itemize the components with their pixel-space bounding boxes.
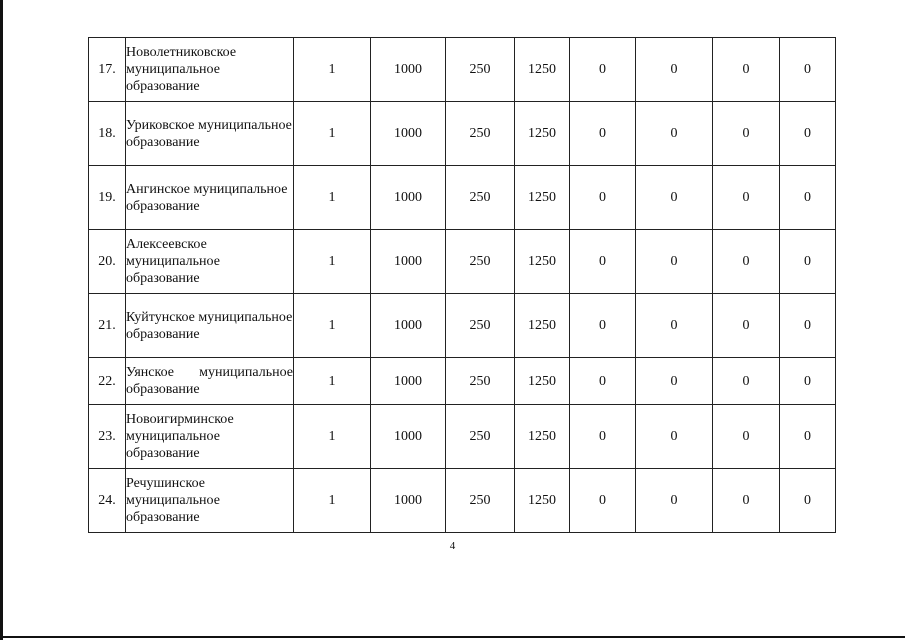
value-cell: 1000 [371,166,446,230]
row-number: 18. [89,102,126,166]
value-cell: 0 [713,166,780,230]
scan-edge-bottom [0,636,905,638]
value-cell: 1000 [371,358,446,405]
page-number: 4 [449,540,456,552]
value-cell: 0 [780,405,836,469]
value-cell: 0 [636,294,713,358]
value-cell: 0 [636,469,713,533]
value-cell: 1000 [371,102,446,166]
value-cell: 1000 [371,405,446,469]
value-cell: 0 [570,102,636,166]
value-cell: 1 [294,230,371,294]
value-cell: 0 [570,38,636,102]
value-cell: 1250 [515,102,570,166]
value-cell: 0 [780,230,836,294]
value-cell: 1250 [515,358,570,405]
value-cell: 0 [636,166,713,230]
table-row [89,230,836,294]
value-cell: 1 [294,405,371,469]
value-cell: 0 [713,38,780,102]
value-cell: 0 [780,102,836,166]
value-cell: 0 [780,358,836,405]
table-row [89,469,836,533]
value-cell: 1250 [515,469,570,533]
value-cell: 0 [713,358,780,405]
value-cell: 1 [294,166,371,230]
value-cell: 0 [713,469,780,533]
value-cell: 0 [713,294,780,358]
table-row [89,102,836,166]
value-cell: 0 [636,358,713,405]
municipality-name: Речушинское муниципальное образование [126,469,294,533]
value-cell: 0 [570,230,636,294]
municipality-name: Ангинское муниципальное образование [126,166,294,230]
value-cell: 0 [636,230,713,294]
value-cell: 0 [713,102,780,166]
row-number: 20. [89,230,126,294]
table-row [89,166,836,230]
row-number: 24. [89,469,126,533]
row-number: 19. [89,166,126,230]
table-row [89,294,836,358]
value-cell: 1250 [515,166,570,230]
value-cell: 250 [446,358,515,405]
value-cell: 0 [636,38,713,102]
municipality-name: Алексеевское муниципальное образование [126,230,294,294]
value-cell: 1000 [371,294,446,358]
value-cell: 1 [294,38,371,102]
value-cell: 250 [446,469,515,533]
value-cell: 0 [713,405,780,469]
value-cell: 1000 [371,38,446,102]
municipality-name: Куйтунское муниципальное образование [126,294,294,358]
table-row [89,38,836,102]
value-cell: 0 [636,102,713,166]
value-cell: 0 [780,469,836,533]
value-cell: 1 [294,102,371,166]
table-row [89,405,836,469]
value-cell: 0 [780,294,836,358]
value-cell: 1250 [515,294,570,358]
municipality-name: Уриковское муниципальное образование [126,102,294,166]
municipal-table [88,37,836,533]
value-cell: 0 [713,230,780,294]
value-cell: 0 [570,469,636,533]
value-cell: 0 [636,405,713,469]
value-cell: 0 [780,166,836,230]
row-number: 23. [89,405,126,469]
row-number: 17. [89,38,126,102]
value-cell: 250 [446,166,515,230]
municipality-name: Уянское муниципальное образование [126,358,294,405]
value-cell: 0 [570,358,636,405]
value-cell: 0 [570,405,636,469]
value-cell: 1 [294,358,371,405]
municipality-name: Новолетниковское муниципальное образование [126,38,294,102]
value-cell: 1000 [371,230,446,294]
value-cell: 250 [446,294,515,358]
value-cell: 1 [294,469,371,533]
table-row [89,358,836,405]
value-cell: 250 [446,405,515,469]
municipality-name: Новоигирминское муниципальное образование [126,405,294,469]
row-number: 21. [89,294,126,358]
value-cell: 1250 [515,405,570,469]
value-cell: 250 [446,230,515,294]
value-cell: 1 [294,294,371,358]
value-cell: 0 [780,38,836,102]
row-number: 22. [89,358,126,405]
value-cell: 250 [446,102,515,166]
value-cell: 1250 [515,38,570,102]
value-cell: 1000 [371,469,446,533]
value-cell: 1250 [515,230,570,294]
value-cell: 0 [570,294,636,358]
value-cell: 250 [446,38,515,102]
value-cell: 0 [570,166,636,230]
